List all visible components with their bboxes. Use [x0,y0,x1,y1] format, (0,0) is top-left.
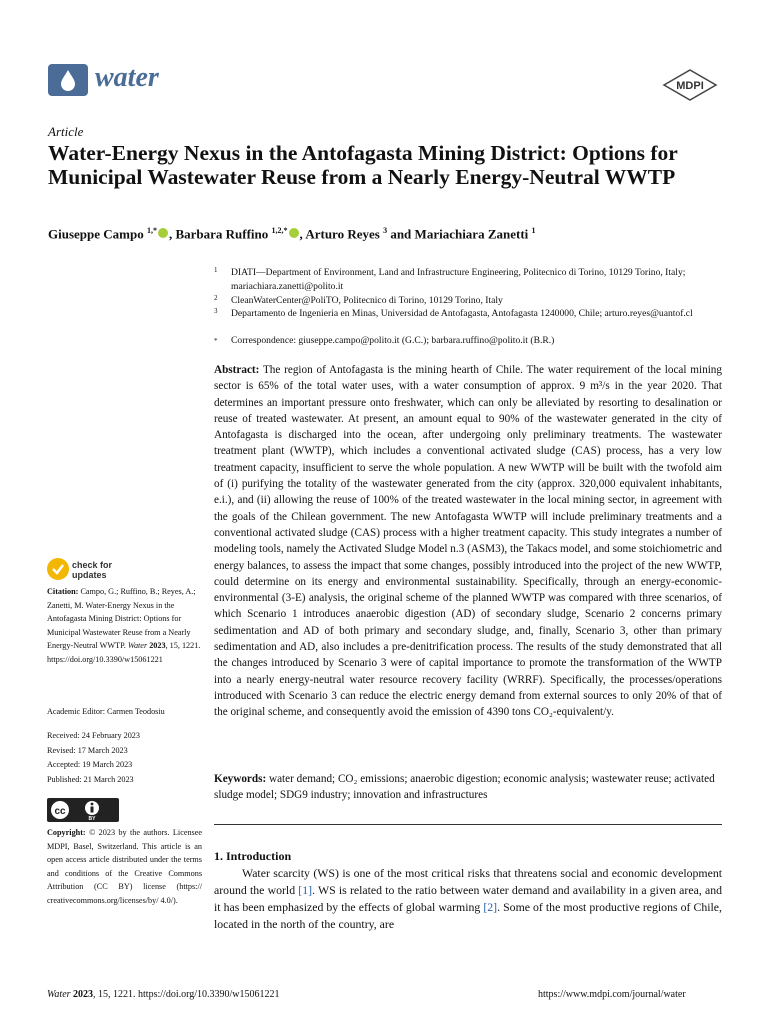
accepted-date: Accepted: 19 March 2023 [47,760,133,769]
keywords [214,771,722,804]
academic-editor: Academic Editor: Carmen Teodosiu [47,707,165,716]
cc-badge-label: BY [88,816,96,822]
abstract-label: Abstract: [214,364,260,376]
paper-title: Water-Energy Nexus in the Antofagasta Mining District: Options for Municipal Wastewater Reuse from a Nearly Energy-Neutral WWTP [48,141,678,189]
orcid-icon[interactable] [289,228,299,238]
author-affiliation-marker: 1 [531,226,536,235]
author-name[interactable]: Mariachiara Zanetti [414,226,529,242]
citation-link[interactable]: [1] [298,883,313,897]
footer-journal: Water [47,989,71,1000]
publisher-name: MDPI [676,80,704,92]
author-name[interactable]: Giuseppe Campo [48,226,144,242]
intro-text: Water scarcity (WS) is one of the most critical risks that threatens social and economic development around the world [214,866,722,897]
article-type: Article [48,124,84,139]
svg-text:cc: cc [54,806,66,817]
citation-doi[interactable]: , 15, 1221. https://doi.org/10.3390/w15061221 [47,641,201,664]
footer-citation [47,989,280,1000]
orcid-icon[interactable] [158,228,168,238]
author-separator: , [168,226,173,242]
affiliation-number: 3 [214,307,218,315]
affiliation-number: 1 [214,266,218,274]
author-affiliation-marker: 3 [383,226,388,235]
author-list [48,226,536,242]
check-for-updates-button[interactable] [47,558,147,584]
check-for-updates-icon [47,558,69,580]
author-separator: and [390,226,412,242]
section-divider [214,824,722,825]
published-date: Published: 21 March 2023 [47,775,134,784]
intro-text: . WS is related to the ratio between water demand and availability in a given area, and it has been emphasized by the effects of global warming [214,883,723,914]
citation-label: Citation: [47,587,79,596]
copyright-block [47,826,202,907]
section-heading: 1. Introduction [214,849,292,863]
affiliation-text: Departamento de Ingenieria en Minas, Universidad de Antofagasta, Antofagasta 1240000, Chile; arturo.reyes@uantof.cl [231,308,693,319]
affiliation-number: * [214,337,218,345]
author-affiliation-marker: 1,2,* [271,226,288,235]
author-name[interactable]: Arturo Reyes [305,226,380,242]
journal-name: water [95,62,159,93]
citation-journal: Water [127,641,148,650]
revised-date: Revised: 17 March 2023 [47,746,128,755]
affiliation-number: 2 [214,294,218,302]
intro-text: . Some of the most productive regions of Chile, located in the north of the country, are [214,900,722,931]
copyright-text: © 2023 by the authors. Licensee MDPI, Basel, Switzerland. This article is an open access article distributed under the terms and conditions of the Creative Commons Attribution (CC BY) license (https:// creativecommons.org/licenses/by/ 4.0/). [47,828,203,905]
citation-block [47,585,202,666]
affiliation-text: Correspondence: giuseppe.campo@polito.it (G.C.); barbara.ruffino@polito.it (B.R.) [231,335,555,346]
received-date: Received: 24 February 2023 [47,731,140,740]
cc-by-license-icon[interactable] [47,798,119,822]
abstract-text: The region of Antofagasta is the mining hearth of Chile. The water requirement of the local mining sector is 65% of the total water uses, with a water consumption of approx. 9 m³/s in the year 2020. That determines an important pressure onto freshwater, which can only be alleviated by resorting to desalination or reuse of treated wastewater. At present, an amount equal to 90% of the wastewater generated in the city of Antofagasta is discharged into the ocean, after undergoing only preliminary treatments. The wastewater treatment plant (WWTP), which includes a conventional activated sludge (CAS) process, has a very low treatment capacity, insufficient to serve the whole population. A new WWTP will be built with the twofold aim of (i) purifying the totality of the wastewater generated from the city (approx. 320,000 equivalent inhabitants, e.i.), and (ii) allowing the reuse of 100% of the treated wastewater in the local mining sector, in agreement with the goals of the Chilean government. The new Antofagasta WWTP will include preliminary treatments and a conventional activated sludge (CAS) process with a higher treatment capacity. This study integrates a number of modeling tools, namely the Activated Sludge Model n.3 (ASM3), the Takacs model, and some stoichiometric and energy balances, to assess the impact that some changes, possibly introduced into the project of the new WWTP, could determine on its energy and environmental sustainability. Specifically, through an energy-economic-environmental (3-E) analysis, the original scheme of the planned WWTP was compared with three scenarios, of which Scenario 1 introduces anaerobic digestion (AD) of secondary sludge, Scenario 2 concerns primary sedimentation and AD of both primary and secondary sludge, and, finally, Scenario 3, other than primary sedimentation and AD, also includes a pre-denitrification process. The results of the study demonstrated that all the changes introduced by Scenario 3 were of capital importance to promote the transformation of the WWTP into a nearly energy-neutral water resource recovery facility (WRRF). Specifically, the processes/operations introduced with Scenario 3 can reduce the electric energy demand from external sources to only 20% of that of the original scheme, and consequently avoid the emission of 4390 tons CO₂-equivalent/y. [214,364,722,719]
author-name[interactable]: Barbara Ruffino [175,226,269,242]
footer-doi[interactable]: , 15, 1221. https://doi.org/10.3390/w15061221 [93,989,280,1000]
citation-link[interactable]: [2] [483,900,498,914]
footer-year: 2023 [73,989,94,1000]
publisher-logo [660,68,720,102]
keywords-label: Keywords: [214,773,267,785]
citation-year: 2023 [149,641,166,650]
author-separator: , [299,226,303,242]
footer-journal-url[interactable]: https://www.mdpi.com/journal/water [538,989,686,1000]
author-affiliation-marker: 1,* [146,226,157,235]
check-for-updates-label: check for [72,560,113,570]
journal-logo-icon [48,64,88,96]
abstract [214,362,722,721]
check-for-updates-label: updates [72,570,107,580]
affiliation-text: CleanWaterCenter@PoliTO, Politecnico di Torino, 10129 Torino, Italy [231,295,503,306]
intro-paragraph [214,865,722,933]
affiliation-text: DIATI—Department of Environment, Land and Infrastructure Engineering, Politecnico di Torino, 10129 Torino, Italy; mariachiara.zanetti@polito.it [231,267,686,292]
copyright-label: Copyright: [47,828,86,837]
citation-text: Campo, G.; Ruffino, B.; Reyes, A.; Zanetti, M. Water-Energy Nexus in the Antofagasta Mining District: Options for Municipal Wastewater Reuse from a Nearly Energy-Neutral WWTP. [47,587,196,650]
keywords-text: water demand; CO₂ emissions; anaerobic digestion; economic analysis; wastewater reuse; activated sludge model; SDG9 industry; innovation and infrastructures [214,773,715,802]
